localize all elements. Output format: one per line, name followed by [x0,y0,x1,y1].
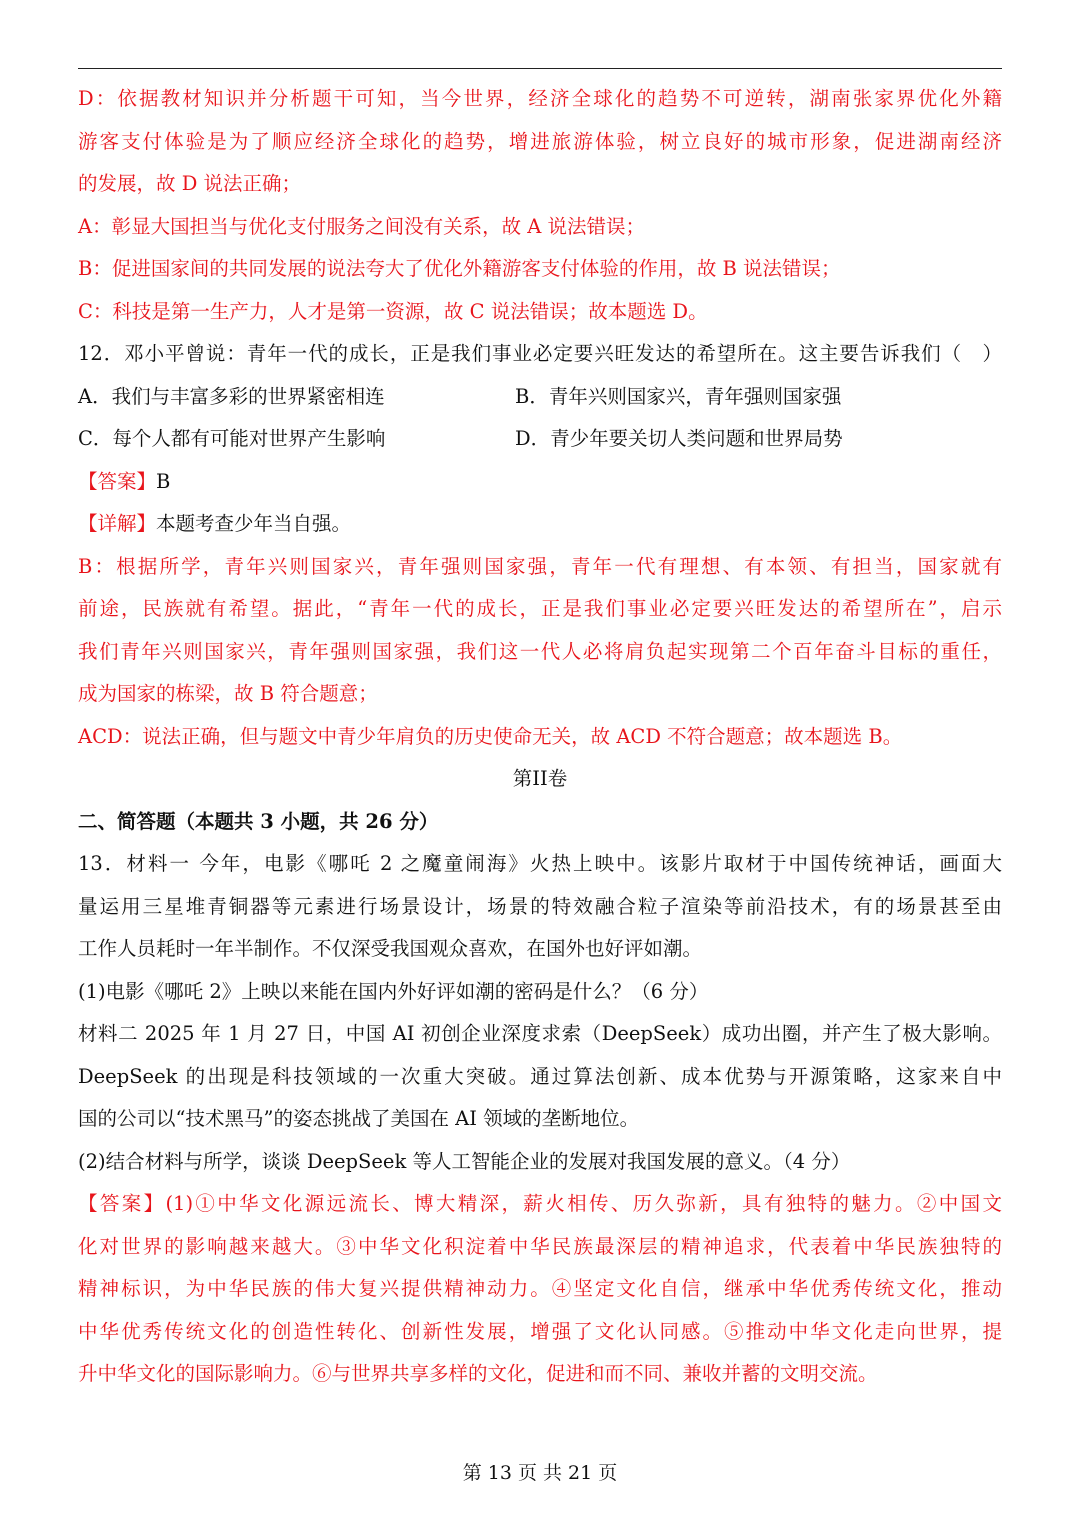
q12-detail-label: 【详解】 [78,512,157,535]
q13-answer-line-4: 中华优秀传统文化的创造性转化、创新性发展，增强了文化认同感。⑤推动中华文化走向世界，提 [78,1319,1002,1343]
q13-material2-line-3: 国的公司以“技术黑马”的姿态挑战了美国在 AI 领域的垄断地位。 [78,1107,640,1130]
q13-material1-line-1: 13．材料一 今年，电影《哪吒 2 之魔童闹海》火热上映中。该影片取材于中国传统神话，画面大 [78,852,1002,875]
q12-answer-value: B [156,469,171,493]
q12-option-a: A．我们与丰富多彩的世界紧密相连 [78,384,385,408]
header-rule [78,68,1002,69]
q12-analysis-line-4: 成为国家的栋梁，故 B 符合题意； [78,682,378,705]
q13-material2-line-2: DeepSeek 的出现是科技领域的一次重大突破。通过算法创新、成本优势与开源策略，这家来自中 [78,1064,1002,1088]
q12-analysis-line-5: ACD：说法正确，但与题文中青少年肩负的历史使命无关，故 ACD 不符合题意；故本题选 B。 [78,724,903,748]
q12-options-row-1 [78,376,1002,419]
q12-detail [78,503,1002,546]
q11-analysis-a-line: A：彰显大国担当与优化支付服务之间没有关系，故 A 说法错误； [78,214,646,238]
q12-analysis-line-3: 我们青年兴则国家兴，青年强则国家强，我们这一代人必将肩负起实现第二个百年奋斗目标的重任， [78,639,1002,663]
q13-answer-line-5: 升中华文化的国际影响力。⑥与世界共享多样的文化，促进和而不同、兼收并蓄的文明交流。 [78,1362,878,1385]
q12-option-b: B．青年兴则国家兴，青年强则国家强 [515,384,842,408]
section-title: 二、简答题（本题共 3 小题，共 26 分） [78,809,439,833]
q12-analysis-line-2: 前途，民族就有希望。据此，“青年一代的成长，正是我们事业必定要兴旺发达的希望所在”，启示 [78,597,1002,620]
q13-sub-question-1: (1)电影《哪吒 2》上映以来能在国内外好评如潮的密码是什么？（6 分） [78,979,709,1003]
q11-analysis-b-line: B：促进国家间的共同发展的说法夸大了优化外籍游客支付体验的作用，故 B 说法错误； [78,257,841,280]
q11-analysis-d-line-3: 的发展，故 D 说法正确； [78,172,302,195]
q12-option-c: C．每个人都有可能对世界产生影响 [78,427,386,450]
q13-answer-line-1 [78,1183,1002,1226]
q12-option-d: D．青少年要关切人类问题和世界局势 [515,427,843,450]
q13-answer-text-1: (1)①中华文化源远流长、博大精深，薪火相传、历久弥新，具有独特的魅力。②中国文 [165,1192,1002,1215]
q13-material1-line-2: 量运用三星堆青铜器等元素进行场景设计，场景的特效融合粒子渲染等前沿技术，有的场景甚至由 [78,894,1002,918]
q13-answer-line-3: 精神标识，为中华民族的伟大复兴提供精神动力。④坚定文化自信，继承中华优秀传统文化，推动 [78,1277,1002,1300]
q12-detail-text: 本题考查少年当自强。 [156,512,352,535]
volume-title: 第II卷 [512,767,568,790]
q13-answer-line-2: 化对世界的影响越来越大。③中华文化积淀着中华民族最深层的精神追求，代表着中华民族独特的 [78,1234,1002,1258]
q11-analysis-c-line: C：科技是第一生产力，人才是第一资源，故 C 说法错误；故本题选 D。 [78,299,708,323]
q13-material1-line-3: 工作人员耗时一年半制作。不仅深受我国观众喜欢，在国外也好评如潮。 [78,937,703,960]
q12-options-row-2 [78,418,1002,461]
page-number: 第 13 页 共 21 页 [462,1462,618,1484]
q11-analysis-d-line-2: 游客支付体验是为了顺应经济全球化的趋势，增进旅游体验，树立良好的城市形象，促进湖南经济 [78,129,1002,153]
q12-question: 12．邓小平曾说：青年一代的成长，正是我们事业必定要兴旺发达的希望所在。这主要告诉我们（ ） [78,342,1002,365]
q11-analysis-d-line-1: D：依据教材知识并分析题干可知，当今世界，经济全球化的趋势不可逆转，湖南张家界优化外籍 [78,87,1002,110]
page-content [78,78,1002,1396]
q12-answer [78,461,1002,504]
q12-answer-label: 【答案】 [78,469,157,493]
q13-answer-label: 【答案】 [78,1192,166,1215]
q13-sub-question-2: (2)结合材料与所学，谈谈 DeepSeek 等人工智能企业的发展对我国发展的意义。（4 分） [78,1149,851,1173]
q13-material2-line-1: 材料二 2025 年 1 月 27 日，中国 AI 初创企业深度求索（DeepSeek）成功出圈，并产生了极大影响。 [78,1022,1002,1045]
q12-analysis-line-1: B：根据所学，青年兴则国家兴，青年强则国家强，青年一代有理想、有本领、有担当，国家就有 [78,554,1002,578]
